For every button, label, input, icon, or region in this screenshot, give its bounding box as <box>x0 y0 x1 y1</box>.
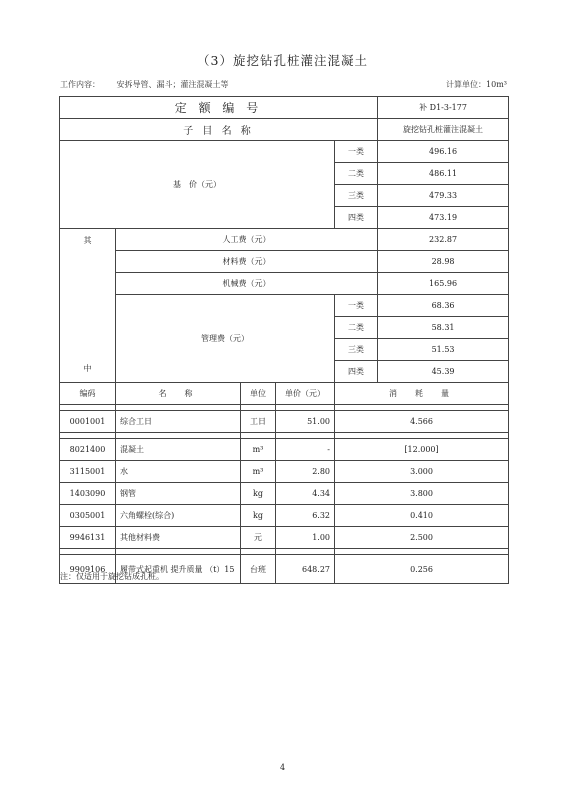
mgmt-fee-label: 管理费（元） <box>116 295 335 383</box>
row-unit: kg <box>241 483 276 505</box>
resource-row <box>60 483 509 505</box>
row-unit: 工日 <box>241 411 276 433</box>
mgmt-class: 三类 <box>335 339 378 361</box>
calc-unit: 计算单位：10m³ <box>446 80 507 89</box>
row-qty: 0.410 <box>335 505 509 527</box>
header-code: 编码 <box>60 383 116 405</box>
labor-fee-value: 232.87 <box>378 229 509 251</box>
qizhong-bottom: 中 <box>83 364 92 373</box>
qizhong-top: 其 <box>83 236 92 245</box>
base-value: 479.33 <box>378 185 509 207</box>
resource-row <box>60 461 509 483</box>
row-unit: m³ <box>241 461 276 483</box>
row-qty: [12.000] <box>335 439 509 461</box>
row-price: 1.00 <box>276 527 335 549</box>
header-consumption: 消 耗 量 <box>335 383 509 405</box>
header-unit: 单位 <box>241 383 276 405</box>
row-code: 9946131 <box>60 527 116 549</box>
labor-fee-row <box>60 229 509 251</box>
row-price: - <box>276 439 335 461</box>
row-unit: 元 <box>241 527 276 549</box>
material-fee-row <box>60 251 509 273</box>
mgmt-value: 58.31 <box>378 317 509 339</box>
row-code: 0001001 <box>60 411 116 433</box>
row-code: 0305001 <box>60 505 116 527</box>
row-name: 其他材料费 <box>116 527 241 549</box>
base-value: 496.16 <box>378 141 509 163</box>
page-number: 4 <box>279 763 286 772</box>
work-content <box>60 79 229 90</box>
resource-row <box>60 527 509 549</box>
row-name: 六角螺栓(综合) <box>116 505 241 527</box>
item-label: 子 目 名 称 <box>60 119 378 141</box>
resource-row <box>60 439 509 461</box>
row-qty: 3.800 <box>335 483 509 505</box>
mgmt-class: 一类 <box>335 295 378 317</box>
row-code: 8021400 <box>60 439 116 461</box>
machine-fee-label: 机械费（元） <box>116 273 378 295</box>
quota-row <box>60 97 509 119</box>
row-name: 钢管 <box>116 483 241 505</box>
row-qty: 3.000 <box>335 461 509 483</box>
row-unit: m³ <box>241 439 276 461</box>
qizhong-cell <box>60 229 116 383</box>
row-qty: 0.256 <box>335 555 509 584</box>
quota-number: 补 D1-3-177 <box>378 97 509 119</box>
labor-fee-label: 人工费（元） <box>116 229 378 251</box>
column-header-row <box>60 383 509 405</box>
header-price: 单价（元） <box>276 383 335 405</box>
mgmt-value: 68.36 <box>378 295 509 317</box>
mgmt-value: 45.39 <box>378 361 509 383</box>
row-name: 综合工日 <box>116 411 241 433</box>
row-code: 3115001 <box>60 461 116 483</box>
row-price: 4.34 <box>276 483 335 505</box>
base-price-label: 基 价（元） <box>60 141 335 229</box>
mgmt-class: 四类 <box>335 361 378 383</box>
row-name: 水 <box>116 461 241 483</box>
row-unit: kg <box>241 505 276 527</box>
row-name: 履带式起重机 提升质量 （t）15 <box>116 555 241 584</box>
resource-row <box>60 505 509 527</box>
base-class: 四类 <box>335 207 378 229</box>
base-class: 二类 <box>335 163 378 185</box>
material-fee-value: 28.98 <box>378 251 509 273</box>
machine-fee-row <box>60 273 509 295</box>
row-price: 51.00 <box>276 411 335 433</box>
row-qty: 4.566 <box>335 411 509 433</box>
row-qty: 2.500 <box>335 527 509 549</box>
work-content-label: 工作内容： <box>60 80 100 89</box>
row-unit: 台班 <box>241 555 276 584</box>
header-name: 名 称 <box>116 383 241 405</box>
base-class: 三类 <box>335 185 378 207</box>
material-fee-label: 材料费（元） <box>116 251 378 273</box>
row-price: 2.80 <box>276 461 335 483</box>
base-value: 486.11 <box>378 163 509 185</box>
row-name: 混凝土 <box>116 439 241 461</box>
mgmt-fee-row <box>60 295 509 317</box>
item-name: 旋挖钻孔桩灌注混凝土 <box>378 119 509 141</box>
quota-label: 定 额 编 号 <box>60 97 378 119</box>
resource-row <box>60 411 509 433</box>
mgmt-class: 二类 <box>335 317 378 339</box>
row-code: 9909106 <box>60 555 116 584</box>
item-row <box>60 119 509 141</box>
page-title: （3）旋挖钻孔桩灌注混凝土 <box>197 53 368 68</box>
row-price: 648.27 <box>276 555 335 584</box>
mgmt-value: 51.53 <box>378 339 509 361</box>
work-content-text: 安拆导管、漏斗；灌注混凝土等 <box>116 80 229 89</box>
base-class: 一类 <box>335 141 378 163</box>
machine-fee-value: 165.96 <box>378 273 509 295</box>
quota-table <box>59 96 509 584</box>
base-price-row <box>60 141 509 163</box>
footnote: 注：仅适用于旋挖钻成孔桩。 <box>60 572 164 581</box>
row-price: 6.32 <box>276 505 335 527</box>
base-value: 473.19 <box>378 207 509 229</box>
row-code: 1403090 <box>60 483 116 505</box>
